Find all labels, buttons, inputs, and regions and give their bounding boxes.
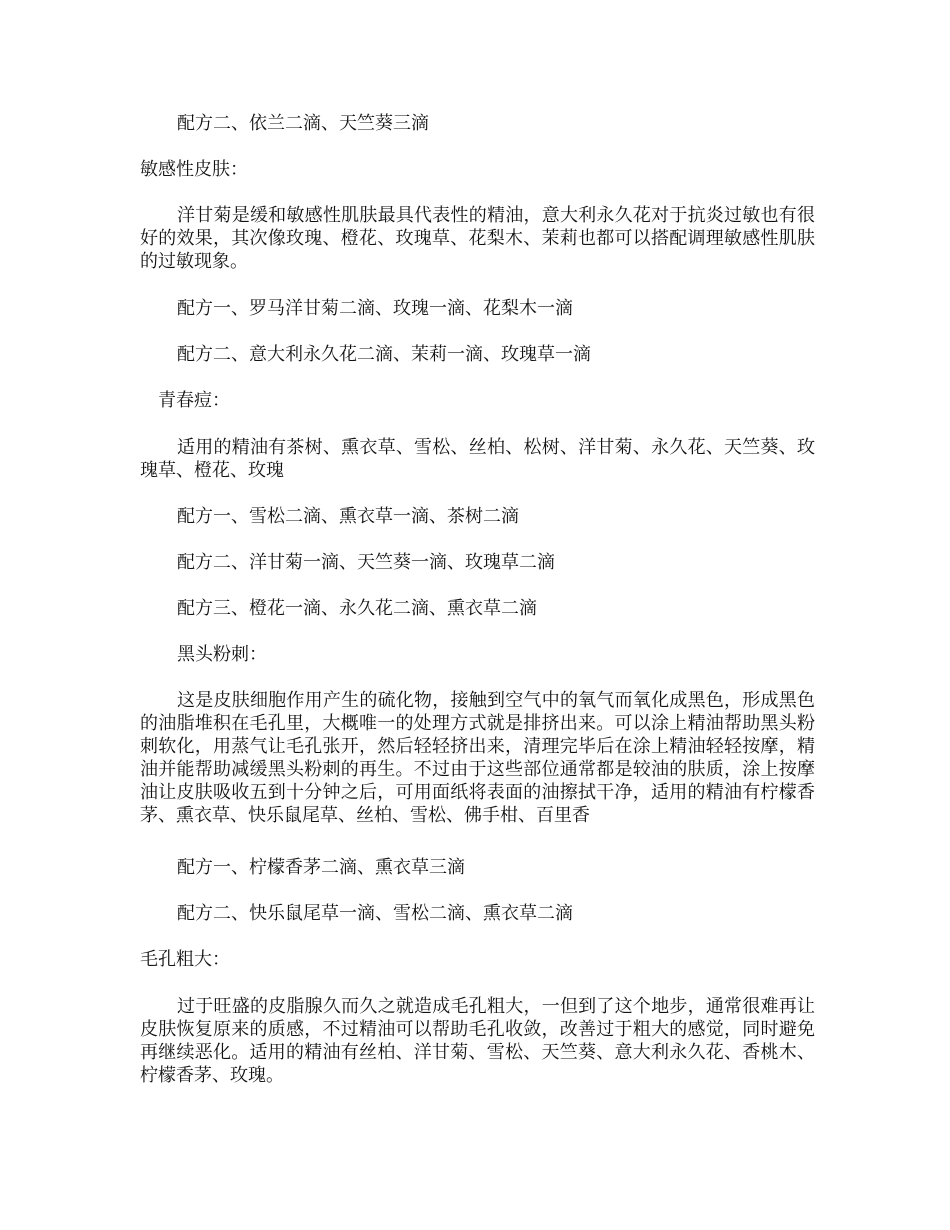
paragraph-large-pores: 过于旺盛的皮脂腺久而久之就造成毛孔粗大，一但到了这个地步，通常很难再让皮肤恢复原来的质感，不过精油可以帮助毛孔收敛，改善过于粗大的感觉，同时避免再继续恶化。适用的精油有丝柏、洋甘菊、雪松、天竺葵、意大利永久花、香桃木、柠檬香茅、玫瑰。 [140,996,815,1086]
formula-acne-2: 配方二、洋甘菊一滴、天竺葵一滴、玫瑰草二滴 [177,552,555,573]
heading-sensitive-skin: 敏感性皮肤： [140,159,248,180]
formula-blackheads-1: 配方一、柠檬香茅二滴、熏衣草三滴 [177,857,465,878]
heading-large-pores: 毛孔粗大： [140,949,230,970]
formula-sensitive-2: 配方二、意大利永久花二滴、茉莉一滴、玫瑰草一滴 [177,344,591,365]
formula-blackheads-2: 配方二、快乐鼠尾草一滴、雪松二滴、熏衣草二滴 [177,903,573,924]
formula-acne-3: 配方三、橙花一滴、永久花二滴、熏衣草二滴 [177,598,537,619]
formula-sensitive-1: 配方一、罗马洋甘菊二滴、玫瑰一滴、花梨木一滴 [177,298,573,319]
heading-blackheads: 黑头粉刺： [177,644,267,665]
paragraph-acne: 适用的精油有茶树、熏衣草、雪松、丝柏、松树、洋甘菊、永久花、天竺葵、玫瑰草、橙花、玫瑰 [140,437,815,481]
heading-acne: 青春痘： [158,390,230,411]
paragraph-blackheads: 这是皮肤细胞作用产生的硫化物，接触到空气中的氧气而氧化成黑色，形成黑色的油脂堆积在毛孔里，大概唯一的处理方式就是排挤出来。可以涂上精油帮助黑头粉刺软化，用蒸气让毛孔张开，然后轻轻挤出来，清理完毕后在涂上精油轻轻按摩，精油并能帮助减缓黑头粉刺的再生。不过由于这些部位通常都是较油的肤质，涂上按摩油让皮肤吸收五到十分钟之后，可用面纸将表面的油擦拭干净，适用的精油有柠檬香茅、熏衣草、快乐鼠尾草、丝柏、雪松、佛手柑、百里香 [140,690,815,826]
paragraph-sensitive-skin: 洋甘菊是缓和敏感性肌肤最具代表性的精油，意大利永久花对于抗炎过敏也有很好的效果，其次像玫瑰、橙花、玫瑰草、花梨木、茉莉也都可以搭配调理敏感性肌肤的过敏现象。 [140,205,815,272]
formula-acne-1: 配方一、雪松二滴、熏衣草一滴、茶树二滴 [177,506,519,527]
formula-ylang-geranium: 配方二、依兰二滴、天竺葵三滴 [177,113,429,134]
